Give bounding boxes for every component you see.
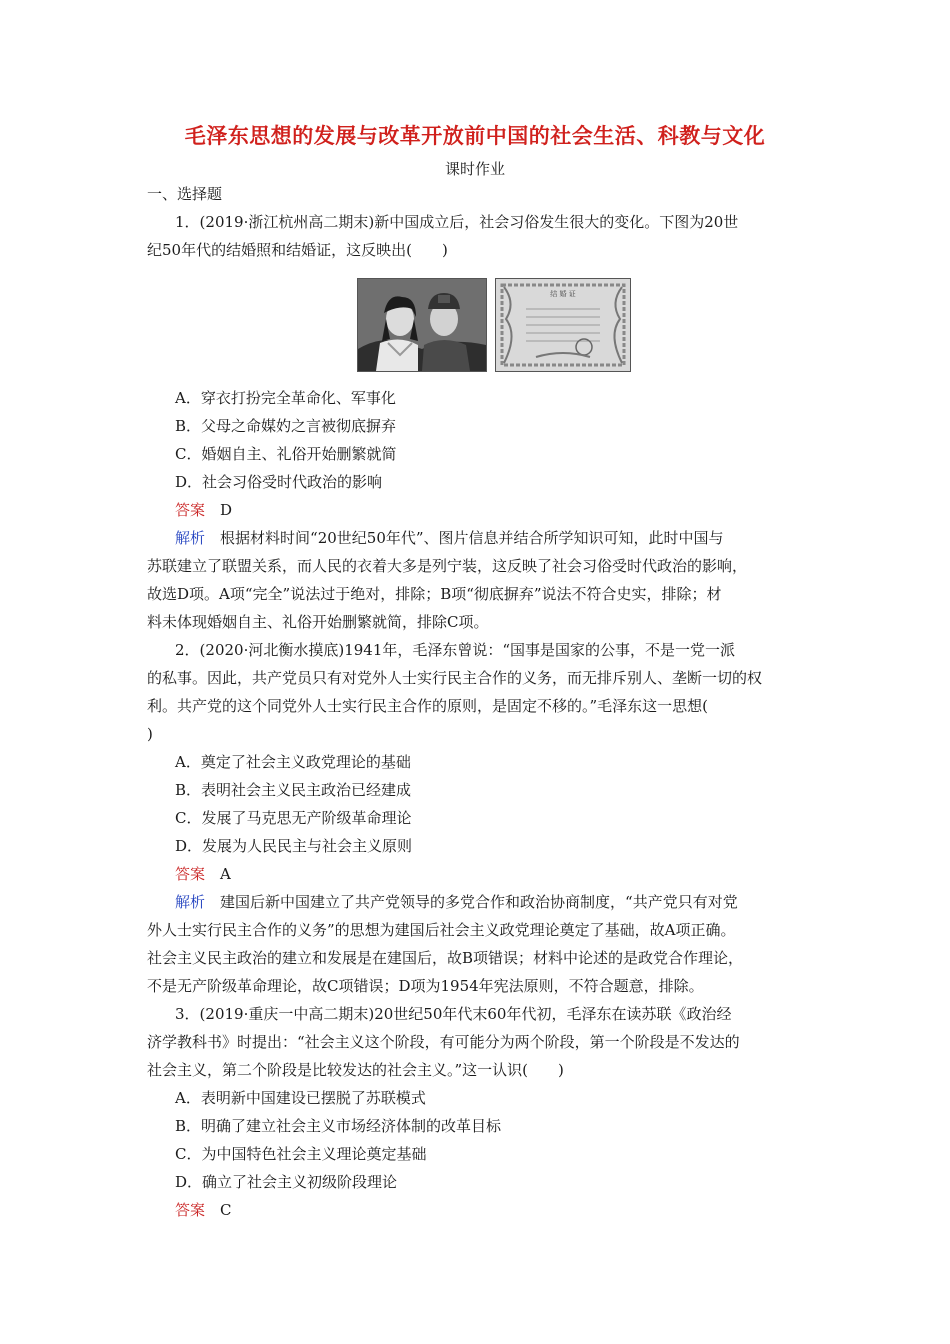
q3-stem-line-2: 济学教科书》时提出：“社会主义这个阶段，有可能分为两个阶段，第一个阶段是不发达的 — [147, 1033, 740, 1051]
explanation-label: 解析 — [175, 529, 206, 547]
answer-label: 答案 — [175, 865, 206, 883]
q3-option-d: D．确立了社会主义初级阶段理论 — [175, 1173, 398, 1191]
answer-label: 答案 — [175, 1201, 206, 1219]
q3-stem-line-3: 社会主义，第二个阶段是比较发达的社会主义。”这一认识( ) — [147, 1061, 564, 1079]
explanation-label: 解析 — [175, 893, 206, 911]
marriage-certificate-icon — [495, 278, 631, 372]
q1-option-b: B．父母之命媒妁之言被彻底摒弃 — [175, 417, 397, 435]
q1-explanation-line-2: 苏联建立了联盟关系，而人民的衣着大多是列宁装，这反映了社会习俗受时代政治的影响， — [147, 557, 748, 575]
q1-stem-line-1: 1．(2019·浙江杭州高二期末)新中国成立后，社会习俗发生很大的变化。下图为20世 — [175, 213, 739, 231]
q2-stem-line-2: 的私事。因此，共产党员只有对党外人士实行民主合作的义务，而无排斥别人、垄断一切的权 — [147, 669, 763, 687]
q1-option-a: A．穿衣打扮完全革命化、军事化 — [175, 389, 396, 407]
q2-explanation-line-4: 不是无产阶级革命理论，故C项错误；D项为1954年宪法原则，不符合题意，排除。 — [147, 977, 704, 995]
certificate-heading: 结 婚 证 — [550, 290, 576, 298]
q2-option-d: D．发展为人民民主与社会主义原则 — [175, 837, 413, 855]
explanation-text: 根据材料时间“20世纪50年代”、图片信息并结合所学知识可知，此时中国与 — [220, 529, 724, 547]
q3-stem-line-1: 3．(2019·重庆一中高二期末)20世纪50年代末60年代初，毛泽东在读苏联《政治经 — [175, 1005, 732, 1023]
document-subtitle: 课时作业 — [444, 160, 505, 178]
q2-option-c: C．发展了马克思无产阶级革命理论 — [175, 809, 412, 827]
q1-answer — [175, 496, 855, 524]
q3-option-c: C．为中国特色社会主义理论奠定基础 — [175, 1145, 427, 1163]
q2-stem-line-1: 2．(2020·河北衡水摸底)1941年，毛泽东曾说：“国事是国家的公事，不是一党一派 — [175, 641, 736, 659]
q3-option-b: B．明确了建立社会主义市场经济体制的改革目标 — [175, 1117, 502, 1135]
q2-option-a: A．奠定了社会主义政党理论的基础 — [175, 753, 411, 771]
q3-option-a: A．表明新中国建设已摆脱了苏联模式 — [175, 1089, 426, 1107]
q2-explanation-line-1 — [175, 888, 855, 916]
q1-stem-line-2: 纪50年代的结婚照和结婚证，这反映出( ) — [147, 241, 448, 259]
answer-value: A — [220, 865, 231, 883]
answer-label: 答案 — [175, 501, 206, 519]
q2-option-b: B．表明社会主义民主政治已经建成 — [175, 781, 412, 799]
q1-option-d: D．社会习俗受时代政治的影响 — [175, 473, 383, 491]
wedding-photo-icon — [357, 278, 487, 372]
q2-explanation-line-3: 社会主义民主政治的建立和发展是在建国后，故B项错误；材料中论述的是政党合作理论， — [147, 949, 744, 967]
answer-value: C — [220, 1201, 232, 1219]
section-heading: 一、选择题 — [147, 185, 223, 203]
q2-explanation-line-2: 外人士实行民主合作的义务”的思想为建国后社会主义政党理论奠定了基础，故A项正确。 — [147, 921, 736, 939]
q3-answer — [175, 1196, 855, 1224]
q1-option-c: C．婚姻自主、礼俗开始删繁就简 — [175, 445, 397, 463]
q2-stem-line-4: ) — [147, 725, 153, 743]
explanation-text: 建国后新中国建立了共产党领导的多党合作和政治协商制度，“共产党只有对党 — [220, 893, 738, 911]
q2-answer — [175, 860, 855, 888]
document-title: 毛泽东思想的发展与改革开放前中国的社会生活、科教与文化 — [184, 123, 766, 148]
q1-explanation-line-3: 故选D项。A项“完全”说法过于绝对，排除；B项“彻底摒弃”说法不符合史实，排除；材 — [147, 585, 722, 603]
q1-explanation-line-1 — [175, 524, 855, 552]
answer-value: D — [220, 501, 233, 519]
q2-stem-line-3: 利。共产党的这个同党外人士实行民主合作的原则，是固定不移的。”毛泽东这一思想( — [147, 697, 709, 715]
q1-explanation-line-4: 料未体现婚姻自主、礼俗开始删繁就简，排除C项。 — [147, 613, 489, 631]
